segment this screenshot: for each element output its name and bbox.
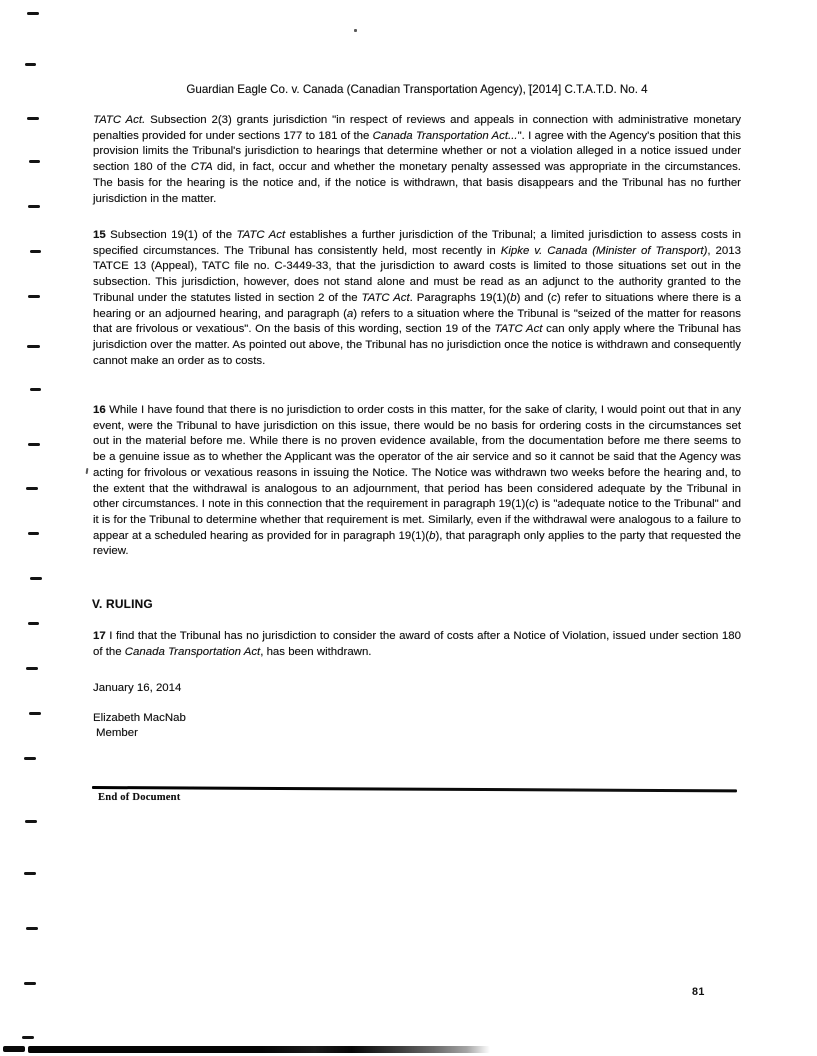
text-run: , has been withdrawn.: [260, 645, 372, 658]
text-run: CTA: [190, 161, 213, 174]
text-run: establishes a further jurisdiction of the Tribunal; a limited jurisdiction to assess costs in specified circumstances. The Tribunal has consistently held, most recently in: [93, 229, 741, 257]
text-run: 15: [93, 229, 106, 241]
page-number: 81: [692, 986, 705, 998]
scan-mark: [28, 532, 39, 535]
text-run: Subsection 2(3) grants jurisdiction "in respect of reviews and appeals in connection with administrative monetary penalties provided for under sections 177 to 181 of the: [93, 114, 741, 142]
scan-artifact-bar: [28, 1046, 490, 1053]
scan-mark: [28, 443, 40, 446]
scan-mark: [30, 388, 41, 391]
text-run: did, in fact, occur and whether the monetary penalty assessed was appropriate in the circumstances. The basis for the hearing is the notice and, if the notice is withdrawn, that basis disappears and the Tribunal has no further jurisdiction in the matter.: [93, 161, 741, 205]
scan-mark: [28, 295, 40, 298]
text-run: TATC Act.: [93, 114, 146, 126]
text-run: . Paragraphs 19(1)(: [409, 291, 511, 304]
text-run: I find that the Tribunal has no jurisdiction to consider the award of costs after a Notice of Violation, issued under section 180 of the: [93, 630, 741, 658]
scan-speck: [86, 468, 89, 474]
text-run: TATC Act: [494, 323, 543, 336]
scan-mark: [27, 12, 39, 15]
scan-mark: [29, 712, 41, 715]
text-run: ) refers to a situation where the Tribunal is "seized of the matter for reasons that are frivolous or vexatious". On the basis of this wording, section 19 of the: [93, 307, 741, 336]
paragraph-17: [93, 629, 741, 660]
signature-name: Elizabeth MacNab: [93, 712, 186, 724]
text-run: ) is "adequate notice to the Tribunal" and it is for the Tribunal to determine whether that requirement is met. Similarly, even if the withdrawal were analogous to a failure to appear at a scheduled hearing as provided for in paragraph 19(1)(: [93, 498, 741, 542]
scan-speck: [354, 29, 357, 32]
text-run: Kipke v. Canada (Minister of Transport): [500, 244, 708, 257]
scan-mark: [30, 250, 41, 253]
decision-date: January 16, 2014: [93, 682, 182, 694]
text-run: Subsection 19(1) of the: [105, 229, 237, 241]
text-run: Canada Transportation Act: [124, 645, 261, 658]
scan-mark: [24, 872, 36, 875]
text-run: a: [346, 307, 354, 320]
ruling-section-heading: V. RULING: [92, 597, 153, 611]
text-run: ) and (: [516, 291, 552, 304]
text-run: b: [510, 291, 517, 304]
text-run: Canada Transportation Act...: [372, 129, 518, 142]
text-run: TATC Act: [361, 291, 410, 304]
text-run: c: [551, 291, 557, 304]
scan-mark: [25, 820, 37, 823]
text-run: , 2013 TATCE 13 (Appeal), TATC file no. C-3449-33, that the jurisdiction to award costs is limited to those situations set out in the subsection. This jurisdiction, however, does not stand alone and must be read as an adjunct to the authority granted to the Tribunal under the statutes listed in section 2 of the: [93, 244, 741, 304]
signature-title: Member: [96, 727, 138, 739]
scan-mark: [3, 1046, 25, 1052]
text-run: ), that paragraph only applies to the party that requested the review.: [93, 529, 741, 558]
text-run: 16: [93, 404, 106, 416]
end-of-document-rule: [92, 786, 737, 792]
scan-mark: [28, 205, 40, 208]
scan-mark: [27, 345, 40, 348]
scan-mark: [25, 63, 36, 66]
paragraph-14-continuation: [93, 113, 741, 207]
scan-mark: [26, 667, 38, 670]
scan-mark: [22, 1036, 34, 1039]
text-run: 17: [93, 630, 106, 642]
end-of-document-label: End of Document: [98, 792, 181, 803]
text-run: can only apply where the Tribunal has jurisdiction over the matter. As pointed out above, the Tribunal has no jurisdiction once the notice is withdrawn and consequently cannot make an order as to costs.: [93, 323, 741, 367]
paragraph-16: [93, 403, 741, 560]
text-run: ". I agree with the Agency's position that this provision limits the Tribunal's jurisdiction to hearings that determine whether or not a violation alleged in a notice issued under section 180 of the: [93, 129, 741, 174]
text-run: c: [529, 498, 535, 511]
scan-mark: [27, 117, 39, 120]
case-citation-header: Guardian Eagle Co. v. Canada (Canadian Transportation Agency), [2014] C.T.A.T.D. No. 4: [186, 83, 648, 96]
text-run: ) refer to situations where there is a hearing or an adjourned hearing, and paragraph (: [93, 291, 741, 320]
text-run: b: [429, 529, 436, 542]
scan-mark: [26, 487, 38, 490]
text-run: TATC Act: [236, 229, 286, 241]
scan-mark: [24, 982, 36, 985]
scan-mark: [26, 927, 38, 930]
text-run: While I have found that there is no jurisdiction to order costs in this matter, for the sake of clarity, I would point out that in any event, were the Tribunal to have jurisdiction on this issue, there would be no basis for ordering costs in the circumstances set out in the material before me. While there is no proven evidence available, from the documentation before me there seems to be a genuine issue as to whether the Applicant was the operator of the air service and so it cannot be said that the Agency was acting for frivolous or vexatious reasons in issuing the Notice. The Notice was withdrawn two weeks before the hearing and, to the extent that the withdrawal is analogous to an adjournment, that period has been considered adequate by the Tribunal in other circumstances. I note in this connection that the requirement in paragraph 19(1)(: [93, 404, 741, 511]
paragraph-15: [93, 228, 741, 369]
scan-mark: [28, 622, 39, 625]
scan-mark: [30, 577, 42, 580]
scan-mark: [29, 160, 40, 163]
scan-mark: [24, 757, 36, 760]
